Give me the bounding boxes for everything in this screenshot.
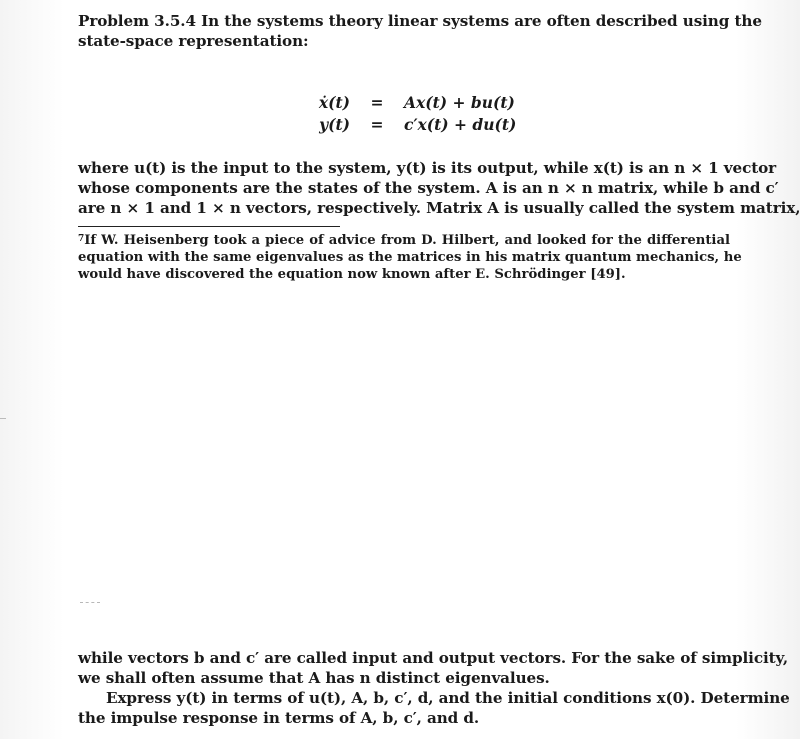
page-edge-mark: [0, 418, 6, 419]
state-space-equations: [290, 92, 516, 136]
problem-intro-line-2: state-space representation:: [78, 32, 309, 50]
paragraph-line: the impulse response in terms of A, b, c′, and d.: [78, 709, 480, 727]
paragraph-vectors: [78, 648, 789, 688]
equation-row: [290, 92, 516, 114]
paragraph-line: while vectors b and c′ are called input and output vectors. For the sake of simplicity,: [78, 649, 789, 667]
equation-lhs: y(t): [319, 115, 350, 134]
footnote-rule: [78, 226, 340, 227]
equation-equals: =: [370, 115, 384, 134]
problem-intro-line-1: [78, 11, 762, 31]
footnote-line: [78, 232, 730, 249]
problem-intro: [78, 11, 762, 51]
equation-lhs: ẋ(t): [318, 93, 350, 112]
paragraph-definitions: [78, 158, 800, 218]
problem-label: Problem 3.5.4: [78, 12, 196, 30]
paragraph-line: Express y(t) in terms of u(t), A, b, c′, d, and the initial conditions x(0). Determine: [106, 689, 790, 707]
problem-intro-text: In the systems theory linear systems are often described using the: [201, 12, 762, 30]
equation-row: [290, 114, 516, 136]
footnote-text: If W. Heisenberg took a piece of advice from D. Hilbert, and looked for the differential: [84, 233, 730, 248]
footnote-marker: 7: [78, 234, 85, 244]
equation-rhs: Ax(t) + bu(t): [404, 93, 515, 112]
paragraph-line: are n × 1 and 1 × n vectors, respectively. Matrix A is usually called the system matrix,: [78, 199, 800, 217]
footnote-line: equation with the same eigenvalues as the matrices in his matrix quantum mechanics, he: [78, 250, 742, 265]
paragraph-line: we shall often assume that A has n distinct eigenvalues.: [78, 669, 550, 687]
page-break-mark: [80, 602, 100, 603]
paragraph-line: where u(t) is the input to the system, y(t) is its output, while x(t) is an n × 1 vector: [78, 159, 777, 177]
paragraph-task: [78, 688, 790, 728]
footnote-line: would have discovered the equation now known after E. Schrödinger [49].: [78, 267, 626, 282]
equation-equals: =: [370, 93, 384, 112]
paragraph-line: whose components are the states of the system. A is an n × n matrix, while b and c′: [78, 179, 779, 197]
footnote: [78, 232, 742, 283]
equation-rhs: c′x(t) + du(t): [404, 115, 517, 134]
